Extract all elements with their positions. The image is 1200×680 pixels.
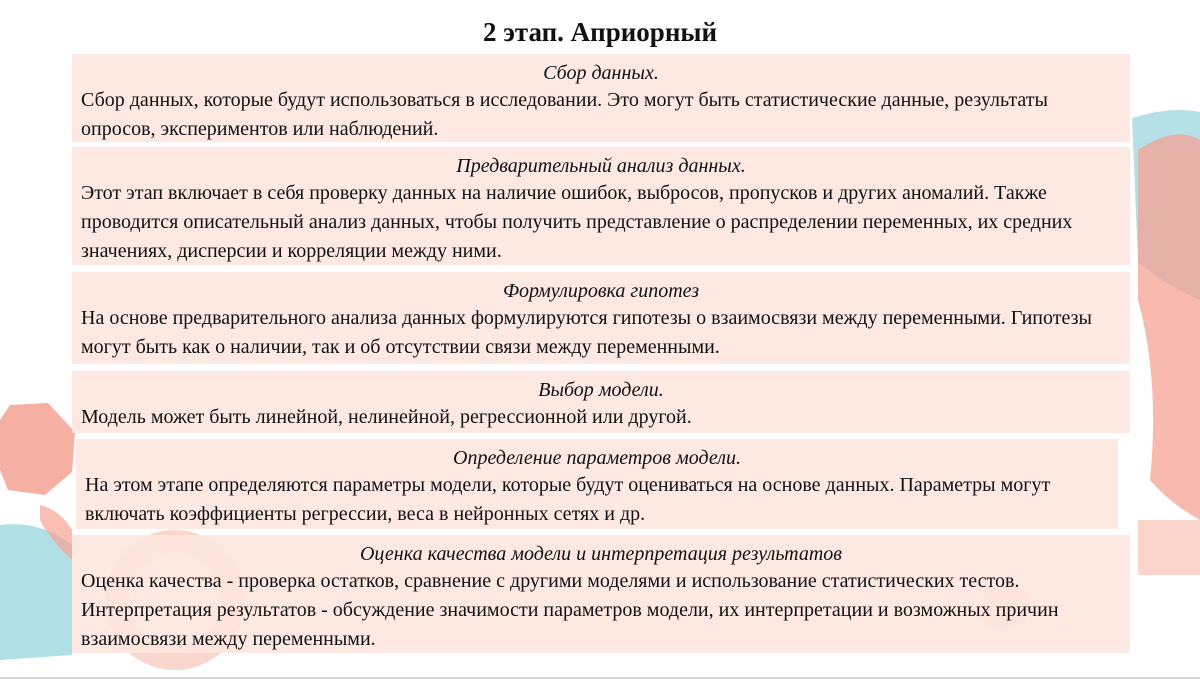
section-preliminary-analysis xyxy=(72,147,1130,265)
section-heading: Выбор модели. xyxy=(538,379,664,401)
section-quality-assessment xyxy=(72,535,1130,653)
coral-stroke-right xyxy=(1138,520,1200,575)
section-text: Модель может быть линейной, нелинейной, регрессионной или другой. xyxy=(81,406,692,428)
coral-brush-shape-right xyxy=(1138,134,1200,520)
section-heading: Сбор данных. xyxy=(543,62,659,84)
section-text: На этом этапе определяются параметры модели, которые будут оцениваться на основе данных. Параметры могут включать коэффициенты регрессии, веса в нейронных сетях и др. xyxy=(85,474,1051,525)
section-heading: Предварительный анализ данных. xyxy=(456,155,746,177)
section-hypotheses xyxy=(72,272,1130,364)
section-data-collection xyxy=(72,54,1130,142)
section-heading: Определение параметров модели. xyxy=(453,447,741,469)
section-text: На основе предварительного анализа данных формулируются гипотезы о взаимосвязи между переменными. Гипотезы могут быть как о наличии, так и об отсутствии связи между переменными. xyxy=(81,307,1092,358)
section-text: Сбор данных, которые будут использоваться в исследовании. Это могут быть статистические данные, результаты опросов, экспериментов или наблюдений. xyxy=(81,89,1048,140)
section-model-parameters xyxy=(76,439,1118,529)
section-heading: Формулировка гипотез xyxy=(502,280,700,302)
coral-hexagon-left xyxy=(0,403,75,495)
slide-title: 2 этап. Априорный xyxy=(482,17,718,47)
section-text: Оценка качества - проверка остатков, сравнение с другими моделями и использование статистических тестов. Интерпретация результатов - обсуждение значимости параметров модели, их интерпретации и возможных причин взаимосвязи между переменными. xyxy=(81,570,1059,650)
section-text: Этот этап включает в себя проверку данных на наличие ошибок, выбросов, пропусков и других аномалий. Также проводится описательный анализ данных, чтобы получить представление о распределении переменных, их средних значениях, дисперсии и корреляции между ними. xyxy=(81,182,1073,262)
section-model-choice xyxy=(72,371,1130,433)
section-heading: Оценка качества модели и интерпретация результатов xyxy=(359,543,842,565)
